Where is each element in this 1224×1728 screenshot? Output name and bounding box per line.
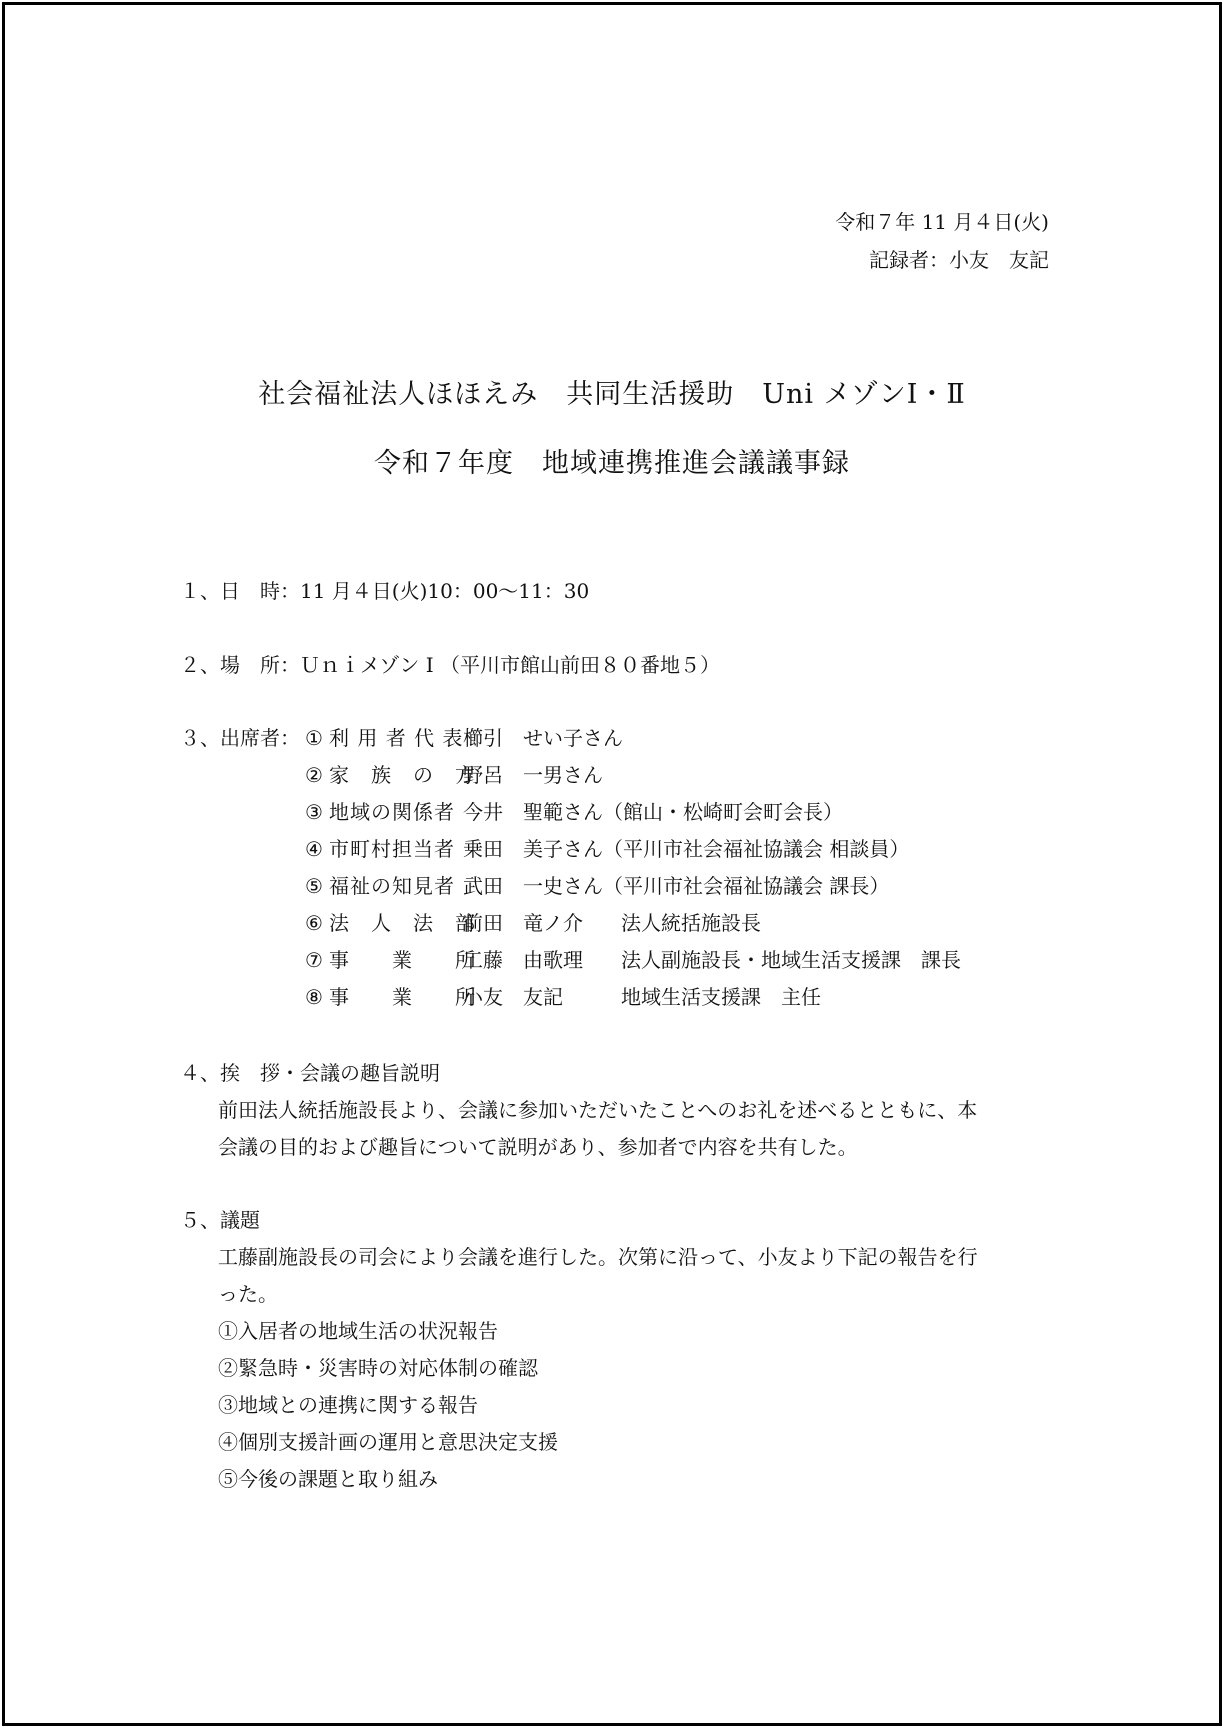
attendee-list xyxy=(305,720,961,1016)
paragraph-line: った。 xyxy=(218,1282,278,1306)
document-date: 令和７年 11 月４日(火) xyxy=(835,210,1049,234)
paragraph-line: 工藤副施設長の司会により会議を進行した。次第に沿って、小友より下記の報告を行 xyxy=(218,1245,978,1269)
attendee-role: 法 人 法 部 xyxy=(329,911,476,935)
agenda-item: ②緊急時・災害時の対応体制の確認 xyxy=(218,1356,538,1380)
section-datetime-value: 11 月４日(火)10：00～11：30 xyxy=(300,579,590,603)
recorder-line: 記録者：小友 友記 xyxy=(869,248,1049,272)
attendee-affiliation: （平川市社会福祉協議会 相談員） xyxy=(603,837,910,861)
attendee-role: 福祉の知見者 xyxy=(329,874,455,898)
attendee-name: 小友 友記 xyxy=(463,985,563,1009)
attendee-role: 家 族 の 方 xyxy=(329,763,476,787)
section-place-label: ２、場 所： xyxy=(180,653,300,677)
attendee-position: 法人副施設長・地域生活支援課 課長 xyxy=(621,948,961,972)
attendee-number: ⑧ xyxy=(305,985,323,1009)
attendee-row xyxy=(305,794,961,831)
attendee-name: 乗田 美子さん xyxy=(463,837,603,861)
attendee-role: 事 業 所 xyxy=(329,985,476,1009)
attendee-row xyxy=(305,757,961,794)
agenda-item: ④個別支援計画の運用と意思決定支援 xyxy=(218,1430,558,1454)
paragraph-line: 会議の目的および趣旨について説明があり、参加者で内容を共有した。 xyxy=(218,1135,858,1159)
section-place xyxy=(180,647,720,684)
attendee-role: 利 用 者 代 表 xyxy=(329,726,464,750)
attendee-affiliation: （館山・松崎町会町会長） xyxy=(603,800,843,824)
attendee-row xyxy=(305,942,961,979)
agenda-item: ①入居者の地域生活の状況報告 xyxy=(218,1319,498,1343)
attendee-affiliation: （平川市社会福祉協議会 課長） xyxy=(603,874,890,898)
section-greeting-body xyxy=(218,1092,977,1166)
attendee-row xyxy=(305,831,961,868)
attendee-number: ① xyxy=(305,726,323,750)
section-datetime-label: １、日 時： xyxy=(180,579,300,603)
attendee-number: ⑤ xyxy=(305,874,323,898)
attendee-number: ⑥ xyxy=(305,911,323,935)
attendee-name: 野呂 一男さん xyxy=(463,763,603,787)
document-subtitle: 令和７年度 地域連携推進会議議事録 xyxy=(374,448,850,479)
section-agenda-heading: ５、議題 xyxy=(180,1208,260,1232)
attendee-role: 事 業 所 xyxy=(329,948,476,972)
attendee-row xyxy=(305,720,961,757)
document-title: 社会福祉法人ほほえみ 共同生活援助 Uni メゾンⅠ・Ⅱ xyxy=(258,379,966,410)
section-attendees-label: ３、出席者： xyxy=(180,726,300,750)
section-greeting-heading: ４、挨 拶・会議の趣旨説明 xyxy=(180,1061,440,1085)
attendee-position: 法人統括施設長 xyxy=(621,911,761,935)
attendee-row xyxy=(305,979,961,1016)
attendee-name: 櫛引 せい子さん xyxy=(463,726,623,750)
attendee-number: ④ xyxy=(305,837,323,861)
section-agenda-body xyxy=(218,1239,978,1498)
paragraph-line: 前田法人統括施設長より、会議に参加いただいたことへのお礼を述べるとともに、本 xyxy=(218,1098,978,1122)
attendee-number: ② xyxy=(305,763,323,787)
attendee-row xyxy=(305,905,961,942)
section-place-value: Ｕｎｉメゾン I （平川市館山前田８０番地５） xyxy=(300,653,721,677)
attendee-name: 武田 一史さん xyxy=(463,874,603,898)
attendee-name: 前田 竜ノ介 xyxy=(463,911,583,935)
agenda-item: ⑤今後の課題と取り組み xyxy=(218,1467,438,1491)
attendee-name: 工藤 由歌理 xyxy=(463,948,583,972)
attendee-number: ⑦ xyxy=(305,948,323,972)
attendee-role: 地域の関係者 xyxy=(329,800,455,824)
attendee-role: 市町村担当者 xyxy=(329,837,455,861)
attendee-row xyxy=(305,868,961,905)
attendee-number: ③ xyxy=(305,800,323,824)
attendee-name: 今井 聖範さん xyxy=(463,800,603,824)
section-datetime xyxy=(180,573,589,610)
agenda-item: ③地域との連携に関する報告 xyxy=(218,1393,478,1417)
attendee-position: 地域生活支援課 主任 xyxy=(621,985,821,1009)
